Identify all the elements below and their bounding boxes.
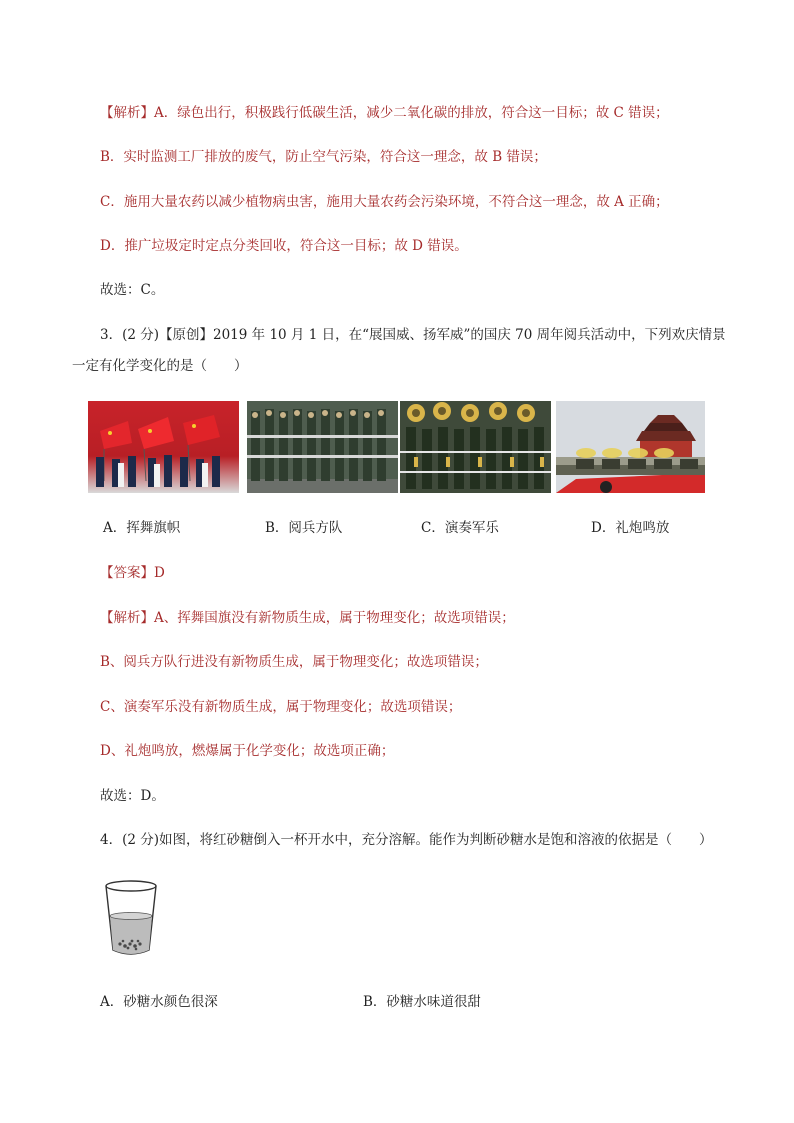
question-stem: 3．(2 分)【原创】2019 年 10 月 1 日，在“展国威、扬军威”的国庆 70 周年阅兵活动中，下列欢庆情景 <box>100 327 726 343</box>
photo-waving-flags <box>88 401 239 493</box>
option-b: B．阅兵方队 <box>265 520 343 536</box>
answer-tag: 【答案】 <box>100 565 154 581</box>
option-d: D．礼炮鸣放 <box>591 520 670 536</box>
analysis-tag: 【解析】 <box>100 105 154 121</box>
photo-parade-formation <box>247 401 398 493</box>
choice-line: 故选：C。 <box>100 282 165 298</box>
option-c: C．演奏军乐 <box>421 520 499 536</box>
analysis-tag: 【解析】 <box>100 610 154 626</box>
analysis-line-a: 【解析】A．绿色出行，积极践行低碳生活，减少二氧化碳的排放，符合这一目标；故 C 错误； <box>100 105 669 121</box>
beaker-illustration <box>102 878 162 960</box>
option-a: A．砂糖水颜色很深 <box>100 994 218 1010</box>
analysis-line-c: C、演奏军乐没有新物质生成，属于物理变化；故选项错误； <box>100 699 462 715</box>
analysis-line-d: D．推广垃圾定时定点分类回收，符合这一目标；故 D 错误。 <box>100 238 468 254</box>
option-a: A．挥舞旗帜 <box>103 520 181 536</box>
photo-salute-cannons <box>556 401 705 493</box>
analysis-line-b: B、阅兵方队行进没有新物质生成，属于物理变化；故选项错误； <box>100 654 488 670</box>
question-stem-cont: 一定有化学变化的是（ ） <box>72 358 248 374</box>
choice-line: 故选：D。 <box>100 788 165 804</box>
analysis-line-b: B．实时监测工厂排放的废气，防止空气污染，符合这一理念，故 B 错误； <box>100 149 547 165</box>
answer-value: D <box>154 565 165 581</box>
answer-line <box>100 564 165 582</box>
option-b: B．砂糖水味道很甜 <box>363 994 481 1010</box>
analysis-line-d: D、礼炮鸣放，燃爆属于化学变化；故选项正确； <box>100 743 395 759</box>
photo-military-band <box>400 401 551 493</box>
question-stem: 4．(2 分)如图，将红砂糖倒入一杯开水中，充分溶解。能作为判断砂糖水是饱和溶液的依据是（ ） <box>100 832 713 848</box>
analysis-line-a: 【解析】A、挥舞国旗没有新物质生成，属于物理变化；故选项错误； <box>100 610 515 626</box>
analysis-line-c: C．施用大量农药以减少植物病虫害，施用大量农药会污染环境，不符合这一理念，故 A 正确； <box>100 194 669 210</box>
